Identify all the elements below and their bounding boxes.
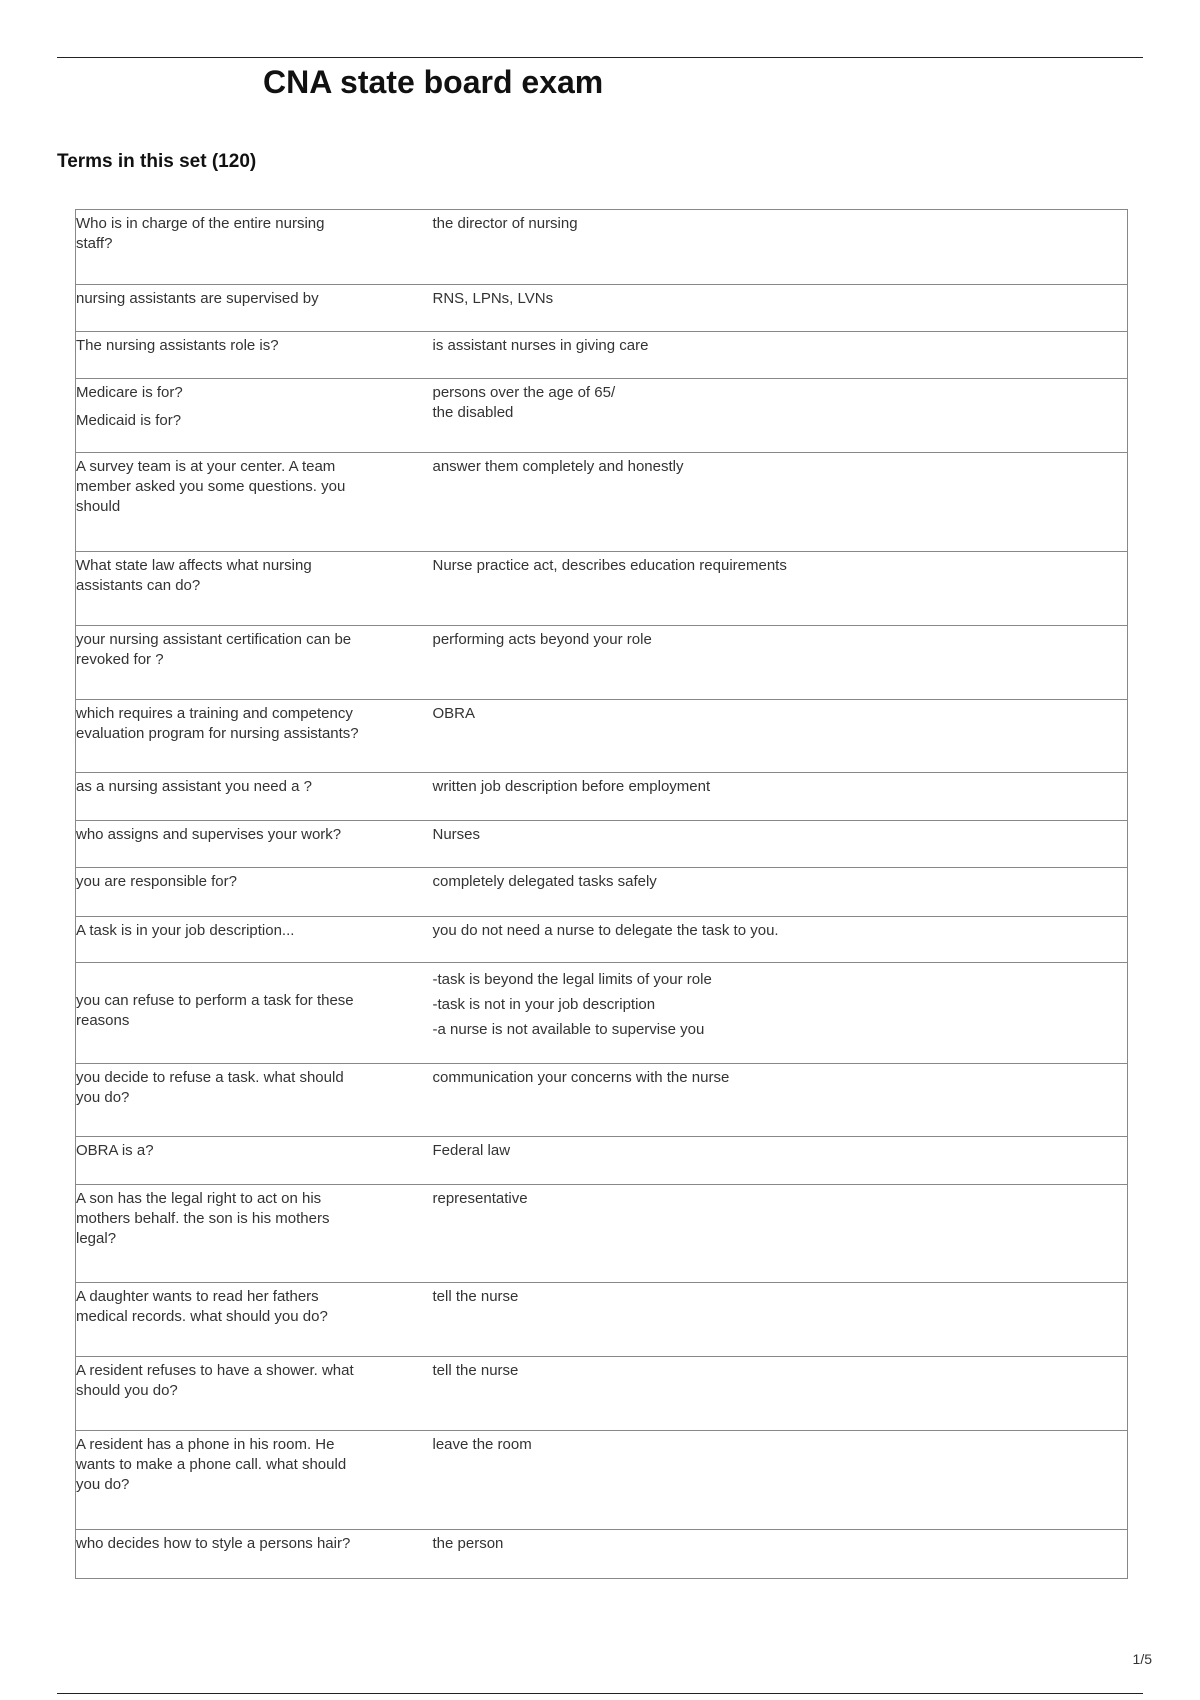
definition-cell: you do not need a nurse to delegate the task to you. (433, 917, 1128, 963)
definition-cell: the person (433, 1530, 1128, 1579)
term-cell: your nursing assistant certification can be revoked for ? (76, 626, 433, 700)
page-number: 1/5 (1132, 1651, 1152, 1667)
table-row (76, 626, 1128, 700)
definition-cell: the director of nursing (433, 210, 1128, 285)
definition-cell: Nurse practice act, describes education requirements (433, 552, 1128, 626)
term-cell: which requires a training and competency evaluation program for nursing assistants? (76, 700, 433, 773)
table-row (76, 773, 1128, 821)
table-row (76, 821, 1128, 868)
terms-count-heading: Terms in this set (120) (57, 151, 257, 172)
definition-cell: representative (433, 1185, 1128, 1283)
definition-cell: completely delegated tasks safely (433, 868, 1128, 917)
term-cell: OBRA is a? (76, 1137, 433, 1185)
term-cell: A task is in your job description... (76, 917, 433, 963)
table-row (76, 963, 1128, 1064)
term-cell: you are responsible for? (76, 868, 433, 917)
table-row (76, 552, 1128, 626)
table-row (76, 1185, 1128, 1283)
table-row (76, 332, 1128, 379)
table-row (76, 285, 1128, 332)
definition-cell: answer them completely and honestly (433, 453, 1128, 552)
definition-cell: leave the room (433, 1431, 1128, 1530)
table-row (76, 1357, 1128, 1431)
term-cell: who decides how to style a persons hair? (76, 1530, 433, 1579)
bottom-rule (57, 1693, 1143, 1694)
term-cell: as a nursing assistant you need a ? (76, 773, 433, 821)
table-row (76, 1137, 1128, 1185)
page-title: CNA state board exam (263, 64, 604, 100)
term-cell: Medicare is for? Medicaid is for? (76, 379, 433, 453)
term-cell: who assigns and supervises your work? (76, 821, 433, 868)
definition-cell: RNS, LPNs, LVNs (433, 285, 1128, 332)
term-cell: A daughter wants to read her fathers medical records. what should you do? (76, 1283, 433, 1357)
term-cell: nursing assistants are supervised by (76, 285, 433, 332)
definition-cell: OBRA (433, 700, 1128, 773)
table-row (76, 1064, 1128, 1137)
definition-cell: written job description before employment (433, 773, 1128, 821)
top-rule (57, 57, 1143, 58)
table-row (76, 453, 1128, 552)
term-cell: Who is in charge of the entire nursing staff? (76, 210, 433, 285)
table-row (76, 868, 1128, 917)
term-cell: A resident has a phone in his room. He wants to make a phone call. what should you do? (76, 1431, 433, 1530)
definition-cell: Federal law (433, 1137, 1128, 1185)
definition-cell: -task is beyond the legal limits of your role -task is not in your job description -a nurse is not available to supervise you (433, 963, 1128, 1064)
definition-cell: communication your concerns with the nurse (433, 1064, 1128, 1137)
terms-table (75, 209, 1128, 1579)
definition-cell: tell the nurse (433, 1283, 1128, 1357)
term-cell: A son has the legal right to act on his mothers behalf. the son is his mothers legal? (76, 1185, 433, 1283)
term-cell: What state law affects what nursing assistants can do? (76, 552, 433, 626)
term-cell: you can refuse to perform a task for these reasons (76, 963, 433, 1064)
definition-cell: tell the nurse (433, 1357, 1128, 1431)
definition-cell: performing acts beyond your role (433, 626, 1128, 700)
term-cell: The nursing assistants role is? (76, 332, 433, 379)
term-cell: A survey team is at your center. A team member asked you some questions. you should (76, 453, 433, 552)
definition-cell: Nurses (433, 821, 1128, 868)
table-row (76, 700, 1128, 773)
definition-cell: persons over the age of 65/ the disabled (433, 379, 1128, 453)
table-row (76, 1283, 1128, 1357)
table-row (76, 1431, 1128, 1530)
term-cell: A resident refuses to have a shower. what should you do? (76, 1357, 433, 1431)
table-row (76, 210, 1128, 285)
definition-cell: is assistant nurses in giving care (433, 332, 1128, 379)
term-cell: you decide to refuse a task. what should you do? (76, 1064, 433, 1137)
table-row (76, 917, 1128, 963)
table-row (76, 1530, 1128, 1579)
table-row (76, 379, 1128, 453)
